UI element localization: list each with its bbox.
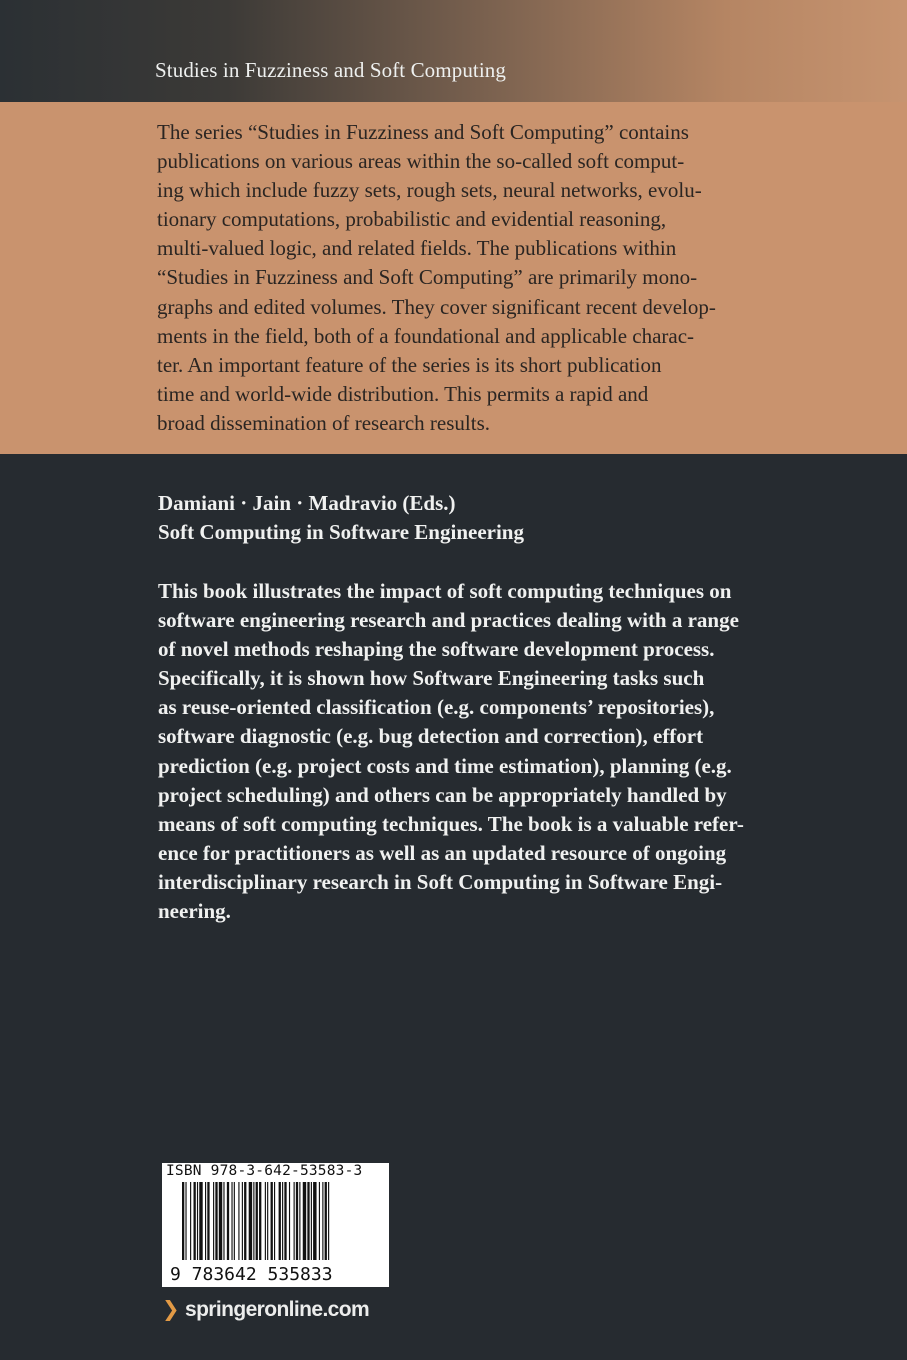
text-line: as reuse-oriented classification (e.g. components’ repositories), [158,695,715,720]
text-line: graphs and edited volumes. They cover significant recent develop- [157,294,716,319]
barcode-bar [207,1182,209,1260]
text-line: interdisciplinary research in Soft Computing in Software Engi- [158,869,723,894]
text-line: publications on various areas within the so-called soft comput- [157,149,685,174]
barcode-bar [190,1182,191,1260]
top-band [0,0,907,102]
text-line: ing which include fuzzy sets, rough sets, neural networks, evolu- [157,178,702,203]
barcode-bar [279,1182,281,1260]
barcode-bar [325,1182,327,1260]
book-authors: Damiani · Jain · Madravio (Eds.) [158,491,456,515]
barcode-bar [213,1182,214,1260]
text-line: project scheduling) and others can be appropriately handled by [158,782,727,807]
barcode-bar [185,1182,186,1260]
barcode-bar [289,1182,290,1260]
barcode-bar [294,1182,295,1260]
publisher-url: springeronline.com [185,1298,370,1321]
barcode-bar [322,1182,323,1260]
text-line: ter. An important feature of the series is its short publication [157,352,662,377]
text-line: software engineering research and practices dealing with a range [158,608,739,633]
text-line: means of soft computing techniques. The book is a valuable refer- [158,811,744,836]
barcode [162,1163,389,1287]
barcode-digits: 9 783642 535833 [170,1264,333,1285]
series-description [157,118,777,438]
text-line: time and world-wide distribution. This permits a rapid and [157,381,649,406]
barcode-bar [205,1182,206,1260]
chevron-right-icon: ❯ [162,1298,179,1321]
barcode-bar [253,1182,254,1260]
barcode-bar [194,1182,196,1260]
text-line: Specifically, it is shown how Software Engineering tasks such [158,666,705,691]
barcode-bar [307,1182,309,1260]
barcode-bar [282,1182,283,1260]
barcode-bar [249,1182,252,1260]
book-description [158,577,798,926]
text-line: software diagnostic (e.g. bug detection and correction), effort [158,724,704,749]
barcode-bar [259,1182,261,1260]
text-line: neering. [158,899,231,924]
barcode-bars [182,1182,372,1270]
barcode-bar [328,1182,329,1260]
text-line: tionary computations, probabilistic and evidential reasoning, [157,207,667,232]
text-line: ments in the field, both of a foundational and applicable charac- [157,323,695,348]
barcode-bar [274,1182,275,1260]
text-line: of novel methods reshaping the software development process. [158,637,715,662]
barcode-bar [313,1182,316,1260]
barcode-bar [219,1182,222,1260]
barcode-bar [234,1182,235,1260]
barcode-bar [303,1182,306,1260]
text-line: multi-valued logic, and related fields. The publications within [157,236,677,261]
text-line: “Studies in Fuzziness and Soft Computing” are primarily mono- [157,265,698,290]
barcode-bar [299,1182,300,1260]
barcode-bar [215,1182,217,1260]
barcode-bar [319,1182,320,1260]
barcode-bar [231,1182,232,1260]
barcode-bar [267,1182,268,1260]
barcode-bar [227,1182,229,1260]
isbn-label: ISBN 978-3-642-53583-3 [166,1163,363,1179]
barcode-bar [242,1182,243,1260]
text-line: The series “Studies in Fuzziness and Soft Computing” contains [157,120,689,144]
text-line: This book illustrates the impact of soft computing techniques on [158,579,732,603]
barcode-bar [265,1182,266,1260]
barcode-bar [223,1182,224,1260]
barcode-bar [197,1182,198,1260]
barcode-bar [256,1182,258,1260]
text-line: ence for practitioners as well as an updated resource of ongoing [158,840,727,865]
barcode-bar [311,1182,312,1260]
barcode-bar [296,1182,298,1260]
text-line: prediction (e.g. project costs and time estimation), planning (e.g. [158,753,732,778]
barcode-bar [199,1182,202,1260]
book-title: Soft Computing in Software Engineering [158,520,524,544]
barcode-bar [284,1182,286,1260]
publisher-link[interactable] [162,1297,369,1322]
barcode-bar [182,1182,184,1260]
barcode-bar [238,1182,239,1260]
series-title: Studies in Fuzziness and Soft Computing [155,58,506,82]
text-line: broad dissemination of research results. [157,410,490,435]
barcode-bar [271,1182,273,1260]
barcode-bar [244,1182,246,1260]
